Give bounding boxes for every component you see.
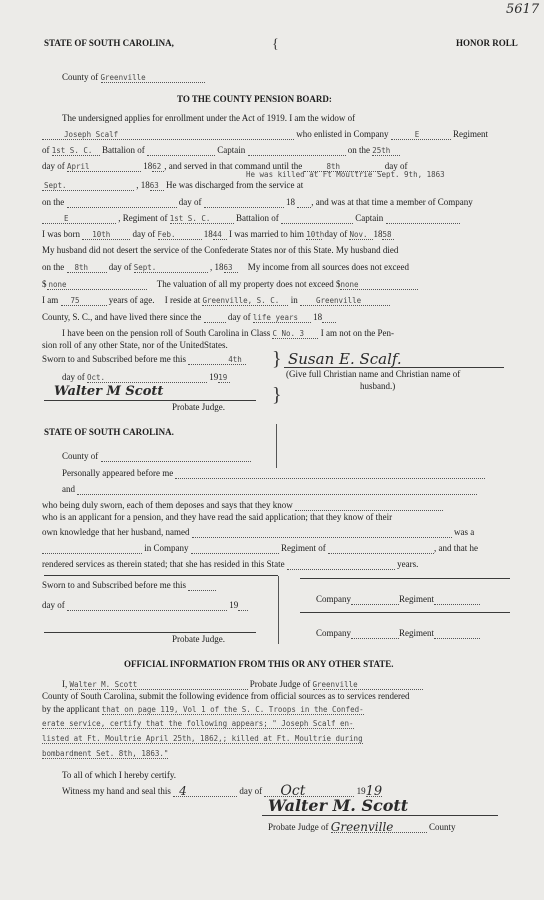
row-sworn-4: day of 19	[42, 600, 248, 611]
row-in-company: in Company Regiment of , and that he	[42, 543, 478, 554]
county-value: Greenville	[100, 73, 146, 82]
intro-text: The undersigned applies for enrollment under the Act of 1919. I am the widow of	[62, 113, 356, 123]
state-heading-2: STATE OF SOUTH CAROLINA.	[44, 427, 174, 437]
to-pension-board: TO THE COUNTY PENSION BOARD:	[177, 94, 332, 104]
row-regiment: of 1st S. C. Battalion of Captain on the 25th	[42, 145, 400, 156]
row-who-sworn: who being duly sworn, each of them deposes and says that they know	[42, 500, 443, 511]
give-name-note-2: husband.)	[360, 381, 396, 391]
row-sworn-2: day of Oct. 1919	[62, 372, 230, 383]
deponent-line-2	[300, 612, 510, 613]
brace-3: }	[272, 384, 282, 406]
probate-judge-1: Probate Judge.	[172, 402, 225, 412]
row-discharged: Sept. , 1863 He was discharged from the service at	[44, 180, 304, 190]
row-member: on the day of 18 , and was at that time a member of Company	[42, 197, 473, 207]
husband-name: Joseph Scalf	[64, 130, 119, 139]
row-lived: County, S. C., and have lived there since the day of life years 18	[42, 312, 336, 323]
judge-line-2	[44, 632, 256, 633]
county-line	[62, 72, 205, 83]
row-appeared: Personally appeared before me	[62, 468, 485, 479]
sworn-line-2	[44, 575, 278, 576]
judge-signature-2: Walter M. Scott	[268, 796, 409, 815]
row-and: and	[62, 484, 477, 495]
row-served: day of April 1862 , and served in that command until the 8th day of	[42, 161, 408, 171]
judge-line-1	[44, 400, 256, 401]
certify-text: To all of which I hereby certify.	[62, 770, 176, 780]
row-judge-name: I, Walter M. Scott Probate Judge of Greenville	[62, 679, 423, 690]
row-age: I am 75 years of age. I reside at Greenville, S. C. in Greenville	[42, 295, 390, 306]
state-heading-1: STATE OF SOUTH CAROLINA,	[44, 38, 174, 48]
row-died: on the 8th day of Sept. , 1863 My income from all sources does not exceed	[42, 262, 409, 272]
applicant-signature: Susan E. Scalf.	[288, 350, 402, 368]
row-property: $ none The valuation of all my property does not exceed $none	[42, 279, 418, 290]
row-county-2: County of	[62, 451, 251, 462]
brace-1: {	[272, 37, 279, 52]
not-on-roll-2: sion roll of any other State, nor of the UnitedStates.	[42, 340, 228, 350]
judge-signature-1: Walter M Scott	[54, 384, 164, 399]
probate-judge-2: Probate Judge.	[172, 634, 225, 644]
row-company: E , Regiment of 1st S. C. Battalion of Captain	[42, 213, 460, 224]
row-sworn-1: Sworn to and Subscribed before me this 4th	[42, 354, 246, 365]
row-by-applicant: by the applicant that on page 119, Vol 1 of the S. C. Troops in the Confed-	[42, 704, 364, 714]
give-name-note: (Give full Christian name and Christian name of	[286, 369, 461, 379]
row-witness: Witness my hand and seal this 4 day of Oct 1919	[62, 783, 383, 799]
row-who-is: who is an applicant for a pension, and they have read the said application; that they know of their	[42, 512, 393, 522]
honor-roll-label: HONOR ROLL	[456, 38, 518, 48]
brace-2: }	[272, 348, 282, 370]
county-sc-text: County of South Carolina, submit the following evidence from official sources as to services rendered	[42, 691, 410, 701]
row-probate-county: Probate Judge of Greenville County	[268, 820, 456, 834]
brace-5	[278, 576, 279, 644]
row-rendered: rendered services as therein stated; that she has resided in this State years.	[42, 559, 419, 569]
applicant-signature-line	[284, 367, 504, 368]
evidence-line-4: bombardment Set. 8th, 1863."	[42, 749, 169, 758]
desert-text: My husband did not desert the service of the Confederate States nor of this State. My husband died	[42, 245, 399, 255]
evidence-line-2: erate service, certify that the following appears; " Joseph Scalf en-	[42, 719, 354, 728]
deponent-line-1	[300, 578, 510, 579]
row-sworn-3: Sworn to and Subscribed before me this	[42, 580, 216, 591]
row-born: I was born 10th day of Feb. 1844 I was married to him 10th day of Nov. 1858	[42, 229, 394, 240]
evidence-line-3: listed at Ft. Moultrie April 25th, 1862,; killed at Ft. Moultrie during	[42, 734, 363, 743]
brace-4	[276, 424, 277, 468]
row-company-reg-1: Company Regiment	[316, 594, 480, 605]
row-own-knowledge: own knowledge that her husband, named was a	[42, 527, 475, 537]
row-widow: Joseph Scalf who enlisted in Company E Regiment	[42, 129, 488, 140]
killed-note: He was killed at Ft Moultrie Sept. 9th, 1863	[246, 170, 445, 179]
county-label: County of	[62, 72, 99, 82]
corner-number: 5617	[506, 2, 540, 17]
judge-line-3	[262, 815, 498, 816]
official-info-heading: OFFICIAL INFORMATION FROM THIS OR ANY OTHER STATE.	[124, 659, 394, 669]
row-company-reg-2: Company Regiment	[316, 628, 480, 639]
row-pension-roll: I have been on the pension roll of South Carolina in Class C No. 3 I am not on the Pen-	[62, 328, 394, 338]
